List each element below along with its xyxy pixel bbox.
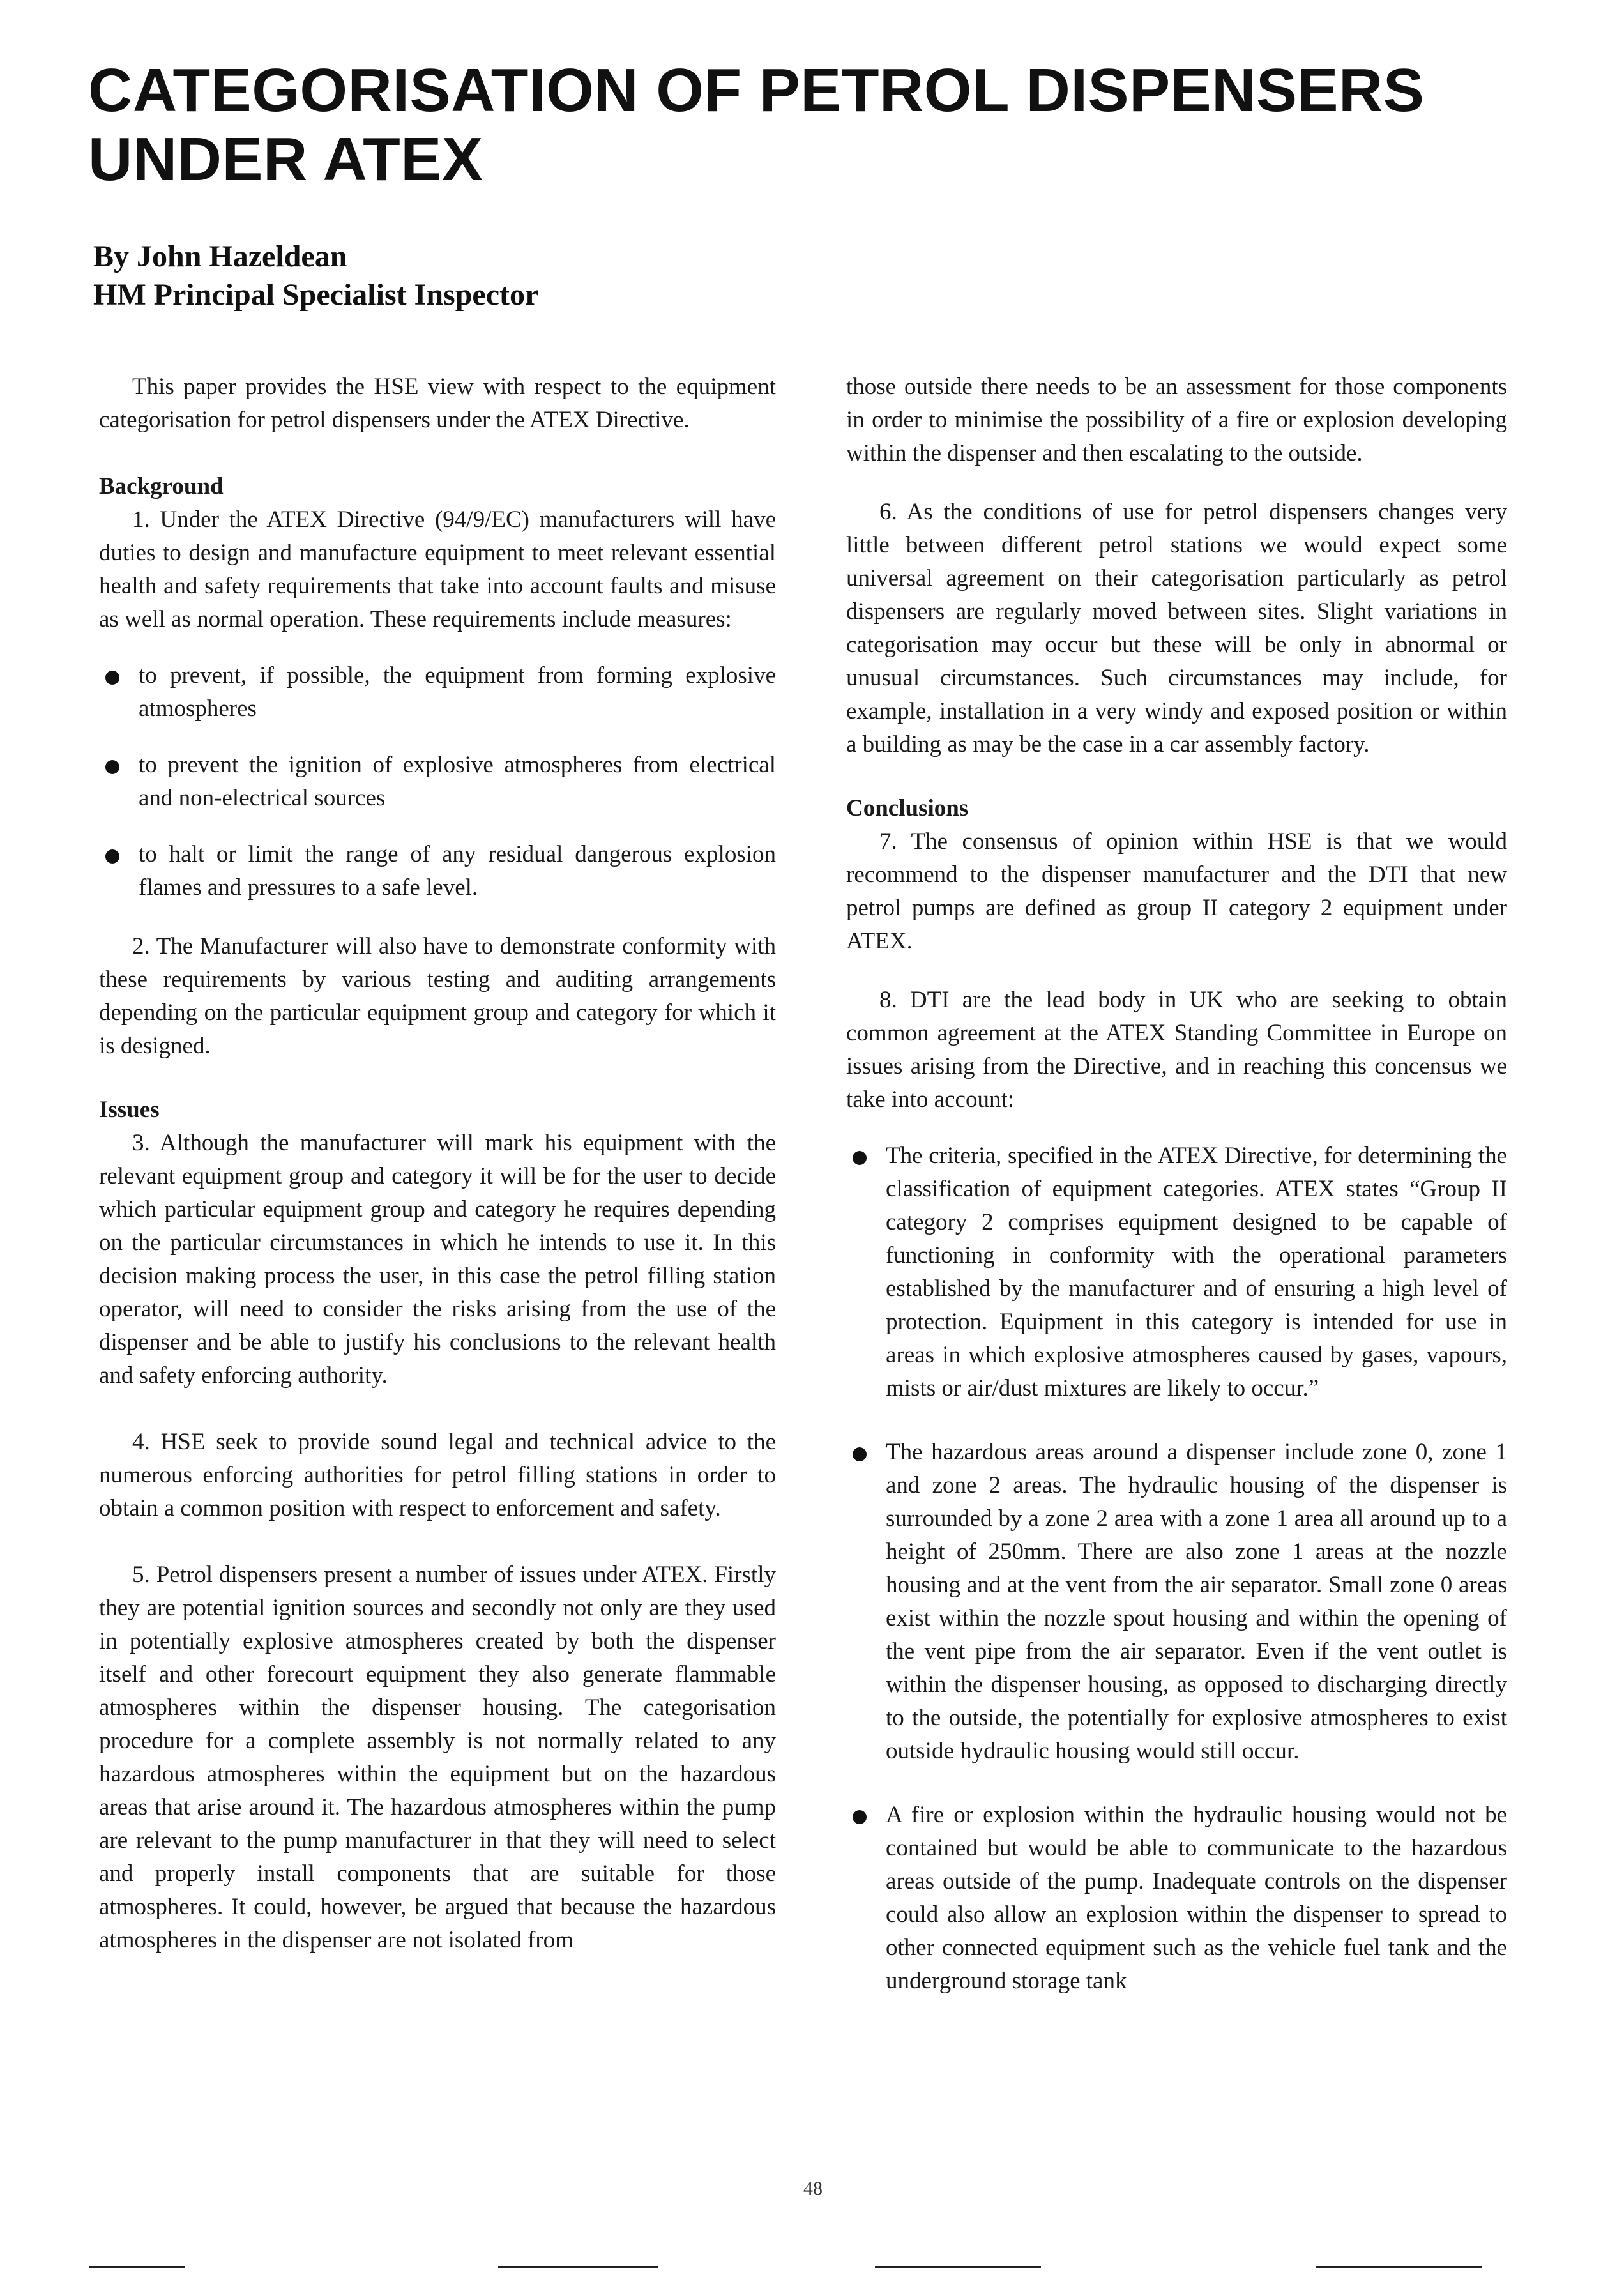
bullet-item	[846, 1799, 1507, 1998]
paragraph-6: 6. As the conditions of use for petrol dispensers changes very little between different petrol stations we would expect some universal agreement on their categorisation particularly as petrol dispensers are regularly moved between sites. Slight variations in categorisation may occur but these will be only in abnormal or unusual circumstances. Such circumstances may include, for example, installation in a very windy and exposed position or within a building as may be the case in a car assembly factory.	[846, 499, 1507, 758]
paragraph-4: 4. HSE seek to provide sound legal and technical advice to the numerous enforcing authorities for petrol filling stations in order to obtain a common position with respect to enforcement and safety.	[99, 1429, 776, 1521]
bullet-item	[846, 1436, 1507, 1768]
left-column	[99, 370, 776, 1957]
footer-rule	[1316, 2266, 1482, 2268]
title-line-2: UNDER ATEX	[88, 125, 483, 194]
bullet-text: The criteria, specified in the ATEX Directive, for determining the classification of equipment categories. ATEX states “Group II category 2 comprises equipment designed to be capable of functioning in conformity with the operational parameters established by the manufacturer and of ensuring a high level of protection. Equipment in this category is intended for use in areas in which explosive atmospheres caused by gases, vapours, mists or air/dust mixtures are likely to occur.”	[886, 1143, 1507, 1401]
paragraph-2: 2. The Manufacturer will also have to demonstrate conformity with these requirements by various testing and auditing arrangements depending on the particular equipment group and category for which it is designed.	[99, 933, 776, 1059]
bullet-item	[99, 659, 776, 726]
footer-rule	[498, 2266, 658, 2268]
author-role: HM Principal Specialist Inspector	[93, 278, 539, 312]
paragraph-8: 8. DTI are the lead body in UK who are seeking to obtain common agreement at the ATEX Standing Committee in Europe on issues arising from the Directive, and in reaching this concensus we take into account:	[846, 987, 1507, 1113]
footer-rule	[89, 2266, 185, 2268]
page-number: 48	[803, 2178, 823, 2199]
bullet-item	[846, 1139, 1507, 1405]
background-heading: Background	[99, 473, 224, 499]
bullet-icon	[105, 760, 119, 774]
bullet-item	[99, 838, 776, 904]
paragraph-3: 3. Although the manufacturer will mark his equipment with the relevant equipment group and category it will be for the user to decide which particular equipment group and category he requires depending on the particular circumstances in which he intends to use it. In this decision making process the user, in this case the petrol filling station operator, will need to consider the risks arising from the use of the dispenser and be able to justify his conclusions to the relevant health and safety enforcing authority.	[99, 1130, 776, 1389]
bullet-icon	[853, 1151, 867, 1165]
conclusions-heading: Conclusions	[846, 795, 969, 821]
paragraph-1: 1. Under the ATEX Directive (94/9/EC) manufacturers will have duties to design and manufacture equipment to meet relevant essential health and safety requirements that take into account faults and misuse as well as normal operation. These requirements include measures:	[99, 506, 776, 632]
bullet-text: A fire or explosion within the hydraulic housing would not be contained but would be able to communicate to the hazardous areas outside of the pump. Inadequate controls on the dispenser could also allow an explosion within the dispenser to spread to other connected equipment such as the vehicle fuel tank and the underground storage tank	[886, 1802, 1507, 1994]
title-line-1: CATEGORISATION OF PETROL DISPENSERS	[88, 56, 1425, 125]
issues-heading: Issues	[99, 1097, 160, 1123]
bullet-text: to prevent, if possible, the equipment from forming explosive atmospheres	[139, 662, 776, 722]
bullet-icon	[105, 849, 119, 864]
bullet-icon	[105, 671, 119, 685]
bullet-icon	[853, 1810, 867, 1824]
footer-rule	[875, 2266, 1041, 2268]
bullet-icon	[853, 1447, 867, 1461]
right-column	[846, 370, 1507, 1998]
intro-paragraph: This paper provides the HSE view with respect to the equipment categorisation for petrol dispensers under the ATEX Directive.	[99, 374, 776, 433]
bullet-text: to halt or limit the range of any residual dangerous explosion flames and pressures to a safe level.	[139, 841, 776, 901]
bullet-item	[99, 749, 776, 815]
byline	[93, 238, 538, 314]
article-title	[88, 56, 1557, 194]
paragraph-5: 5. Petrol dispensers present a number of issues under ATEX. Firstly they are potential ignition sources and secondly not only are they used in potentially explosive atmospheres created by both the dispenser itself and other forecourt equipment they also generate flammable atmospheres within the dispenser housing. The categorisation procedure for a complete assembly is not normally related to any hazardous atmospheres within the equipment but on the hazardous areas that arise around it. The hazardous atmospheres within the pump are relevant to the pump manufacturer in that they will need to select and properly install components that are suitable for those atmospheres. It could, however, be argued that because the hazardous atmospheres in the dispenser are not isolated from	[99, 1562, 776, 1953]
paragraph-5-continued: those outside there needs to be an assessment for those components in order to minimise the possibility of a fire or explosion developing within the dispenser and then escalating to the outside.	[846, 374, 1507, 466]
author-name: By John Hazeldean	[93, 240, 347, 273]
bullet-text: to prevent the ignition of explosive atmospheres from electrical and non-electrical sources	[139, 752, 776, 811]
paragraph-7: 7. The consensus of opinion within HSE is that we would recommend to the dispenser manufacturer and the DTI that new petrol pumps are defined as group II category 2 equipment under ATEX.	[846, 828, 1507, 954]
bullet-text: The hazardous areas around a dispenser include zone 0, zone 1 and zone 2 areas. The hydraulic housing of the dispenser is surrounded by a zone 2 area with a zone 1 area all around up to a height of 250mm. There are also zone 1 areas at the nozzle housing and at the vent from the air separator. Small zone 0 areas exist within the nozzle spout housing and within the opening of the vent pipe from the air separator. Even if the vent outlet is within the dispenser housing, as opposed to discharging directly to the outside, the potentially for explosive atmospheres to exist outside hydraulic housing would still occur.	[886, 1439, 1507, 1764]
